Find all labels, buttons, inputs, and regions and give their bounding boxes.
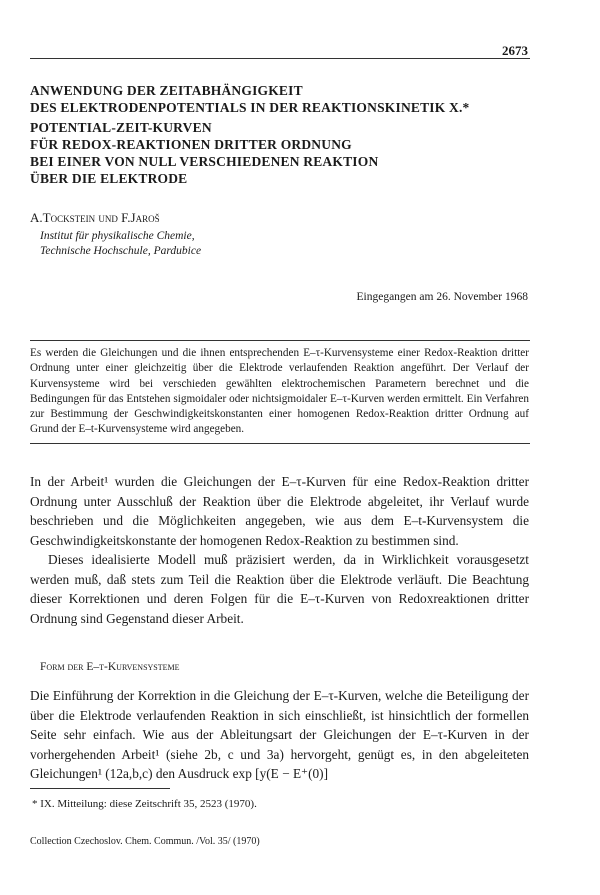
page-number: 2673 xyxy=(502,43,528,58)
paragraph: Dieses idealisierte Modell muß präzisiert werden, da in Wirklichkeit vorausgesetzt werden muß, daß stets zum Teil die Reaktion über die Elektrode verläuft. Die Beachtung dieser Korrektionen und deren Folgen für die E–τ-Kurven von Redoxreaktionen dritter Ordnung sind Gegenstand dieser Arbeit. xyxy=(30,552,529,626)
paragraph: Die Einführung der Korrektion in die Gleichung der E–τ-Kurven, welche die Beteiligung der über die Elektrode verlaufenden Reaktion in sich einschließt, ist hinsichtlich der formellen Seite sehr einfach. Wie aus der Ableitungsart der Gleichungen der E–τ-Kurven in der vorhergehenden Arbeit¹ (siehe 2b, c und 3a) hervorgeht, genügt es, in den abgeleiteten Gleichungen¹ (12a,b,c) den Ausdruck exp [y(E − E⁺(0)] xyxy=(30,688,529,781)
institution-line: Technische Hochschule, Pardubice xyxy=(40,245,202,257)
title-line: POTENTIAL-ZEIT-KURVEN xyxy=(30,120,212,135)
journal-citation: Collection Czechoslov. Chem. Commun. /Vol. 35/ (1970) xyxy=(30,836,260,847)
abstract-top-rule xyxy=(30,340,530,341)
section-text xyxy=(30,686,529,784)
section-heading: Form der E–τ-Kurvensysteme xyxy=(40,661,180,673)
received-date: Eingegangen am 26. November 1968 xyxy=(356,291,528,303)
title-line: DES ELEKTRODENPOTENTIALS IN DER REAKTIONSKINETIK X.* xyxy=(30,100,470,115)
intro-text xyxy=(30,472,529,628)
title-line: FÜR REDOX-REAKTIONEN DRITTER ORDNUNG xyxy=(30,137,352,152)
title-line: BEI EINER VON NULL VERSCHIEDENEN REAKTION xyxy=(30,154,379,169)
title-block xyxy=(30,82,550,187)
title-line: ÜBER DIE ELEKTRODE xyxy=(30,171,188,186)
footnote-rule xyxy=(30,788,170,789)
abstract: Es werden die Gleichungen und die ihnen entsprechenden E–τ-Kurvensysteme einer Redox-Reaktion dritter Ordnung unter einer gleichzeitig über die Elektrode verlaufenden Reaktion angeführt. Der Verlauf der Kurvensysteme wird bei verschieden gewählten elektrochemischen Parametern berechnet und die Bedingungen für das Entstehen sigmoidaler oder nichtsigmoidaler E–τ-Kurven werden ermittelt. Ein Verfahren zur Bestimmung der Geschwindigkeitskonstanten einer homogenen Redox-Reaktion dritter Ordnung auf Grund der E–t-Kurvensysteme wird angegeben. xyxy=(30,347,529,436)
authors: A.Tockstein und F.Jaroš xyxy=(30,210,160,225)
title-line: ANWENDUNG DER ZEITABHÄNGIGKEIT xyxy=(30,83,303,98)
abstract-bottom-rule xyxy=(30,443,530,444)
institution-line: Institut für physikalische Chemie, xyxy=(40,230,195,242)
top-rule xyxy=(30,58,530,59)
paragraph: In der Arbeit¹ wurden die Gleichungen der E–τ-Kurven für eine Redox-Reaktion dritter Ordnung unter Ausschluß der Reaktion über die Elektrode abgeleitet, ihr Verlauf wurde beschrieben und die Möglichkeiten angegeben, wie aus dem E–t-Kurvensystem die Geschwindigkeitskonstante der homogenen Redox-Reaktion zu bestimmen sind. xyxy=(30,474,529,548)
footnote: * IX. Mitteilung: diese Zeitschrift 35, 2523 (1970). xyxy=(32,798,257,810)
institution xyxy=(40,229,201,259)
